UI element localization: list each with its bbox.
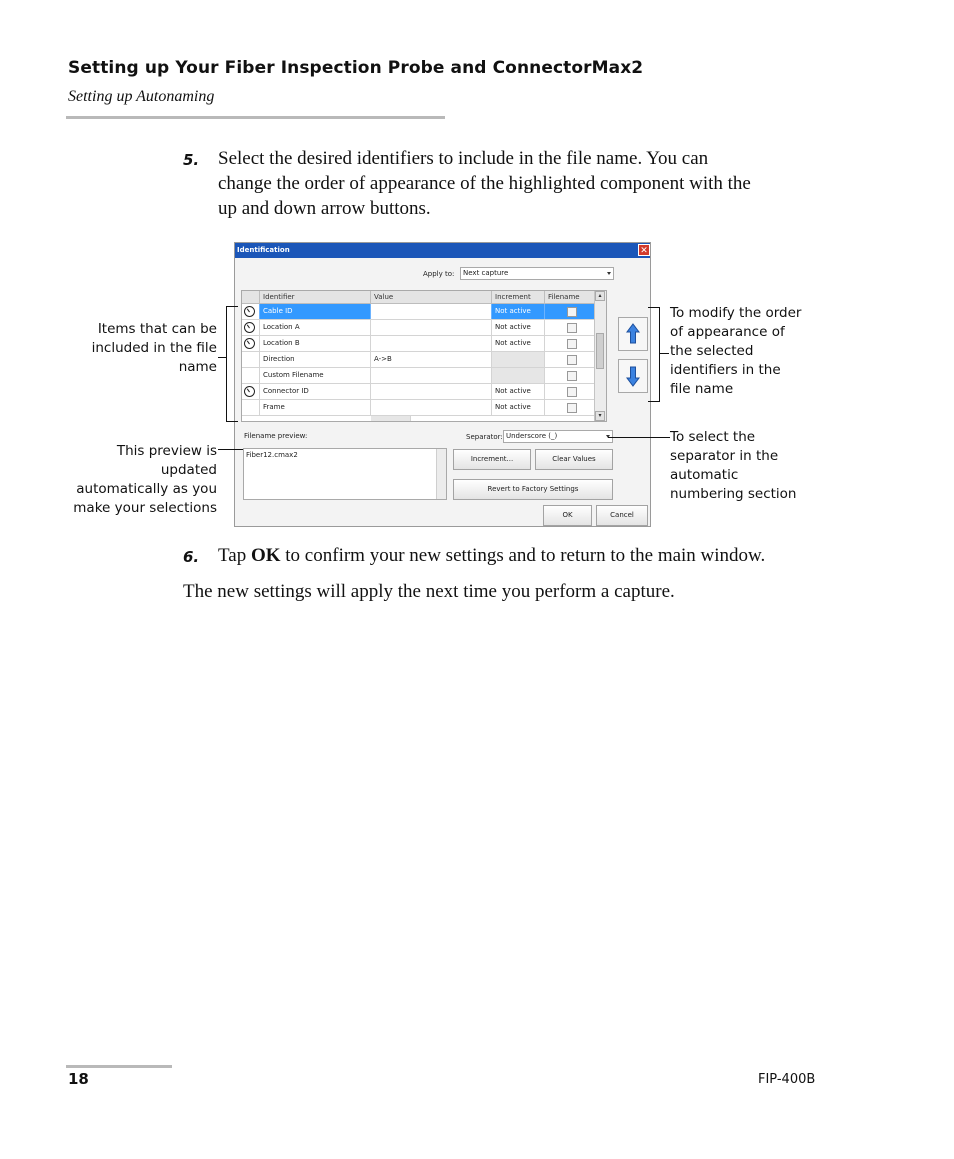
clear-values-button[interactable]: Clear Values — [535, 449, 613, 470]
filename-preview-value: Fiber12.cmax2 — [246, 451, 298, 459]
annotation-line: the selected — [670, 343, 754, 359]
section-title: Setting up Your Fiber Inspection Probe and ConnectorMax2 — [68, 58, 644, 78]
bracket-items-stem — [218, 357, 226, 358]
row-value[interactable] — [371, 400, 492, 415]
row-identifier: Direction — [260, 352, 371, 367]
step-5-line: up and down arrow buttons. — [218, 198, 431, 219]
row-identifier: Location B — [260, 336, 371, 351]
table-row[interactable] — [242, 400, 606, 416]
filename-preview-box — [243, 448, 447, 500]
row-value[interactable] — [371, 336, 492, 351]
header-divider — [66, 116, 445, 119]
annotation-line: updated — [160, 462, 217, 478]
apply-to-select[interactable] — [460, 267, 614, 280]
column-header-value: Value — [371, 291, 492, 303]
annotation-line: of appearance of — [670, 324, 785, 340]
cancel-button[interactable]: Cancel — [596, 505, 648, 526]
row-value[interactable] — [371, 304, 492, 319]
step-6-suffix: to confirm your new settings and to return to the main window. — [280, 545, 766, 566]
table-row[interactable] — [242, 336, 606, 352]
filename-checkbox[interactable] — [567, 387, 577, 397]
table-row[interactable] — [242, 384, 606, 400]
annotation-line: automatically as you — [76, 481, 217, 497]
annotation-line: file name — [670, 381, 734, 397]
column-header-filename: Filename — [545, 291, 596, 303]
annotation-line: identifiers in the — [670, 362, 781, 378]
apply-to-value: Next capture — [463, 269, 509, 277]
identifier-table — [241, 290, 607, 422]
row-increment — [492, 352, 545, 367]
filename-checkbox[interactable] — [567, 403, 577, 413]
filename-checkbox[interactable] — [567, 307, 577, 317]
row-identifier: Custom Filename — [260, 368, 371, 383]
closing-paragraph: The new settings will apply the next time you perform a capture. — [183, 581, 675, 602]
step-6-ok: OK — [250, 545, 281, 566]
step-5-number: 5. — [183, 151, 200, 169]
identification-dialog — [234, 242, 651, 527]
preview-scrollbar[interactable] — [436, 449, 446, 499]
step-6-number: 6. — [183, 548, 200, 566]
separator-select[interactable] — [503, 430, 613, 443]
arrow-up-icon — [619, 318, 647, 350]
row-value[interactable]: A->B — [371, 352, 492, 367]
close-button[interactable]: ✕ — [638, 244, 650, 256]
annotation-line: numbering section — [670, 486, 797, 502]
annotation-separator — [670, 428, 840, 504]
step-5-line: Select the desired identifiers to include in the file name. You can — [218, 148, 709, 169]
column-header-identifier: Identifier — [260, 291, 371, 303]
bracket-order-top — [648, 307, 660, 308]
annotation-line: automatic — [670, 467, 739, 483]
table-scrollbar[interactable] — [594, 291, 606, 421]
section-subtitle: Setting up Autonaming — [68, 88, 215, 105]
annotation-line: included in the file — [91, 340, 217, 356]
document-id: FIP-400B — [758, 1072, 816, 1087]
order-icon — [244, 306, 255, 317]
row-identifier: Location A — [260, 320, 371, 335]
scrollbar-thumb[interactable] — [596, 333, 604, 369]
leader-preview — [218, 449, 243, 450]
row-increment: Not active — [492, 320, 545, 335]
page-number: 18 — [68, 1070, 89, 1088]
chevron-down-icon — [607, 272, 611, 275]
filename-checkbox[interactable] — [567, 371, 577, 381]
separator-label: Separator: — [466, 433, 503, 441]
annotation-line: separator in the — [670, 448, 779, 464]
bracket-items-bottom — [226, 421, 238, 422]
ok-button[interactable]: OK — [543, 505, 592, 526]
scroll-up-icon[interactable]: ▴ — [595, 291, 605, 301]
annotation-order — [670, 304, 840, 399]
annotation-line: This preview is — [116, 443, 217, 459]
filename-checkbox[interactable] — [567, 323, 577, 333]
annotation-line: make your selections — [73, 500, 217, 516]
bracket-items — [226, 306, 227, 422]
row-value[interactable] — [371, 384, 492, 399]
filename-checkbox[interactable] — [567, 339, 577, 349]
bracket-items-top — [226, 306, 238, 307]
table-header — [242, 291, 606, 304]
step-5-line: change the order of appearance of the highlighted component with the — [218, 173, 751, 194]
dialog-title: Identification — [235, 243, 650, 258]
scroll-down-icon[interactable]: ▾ — [595, 411, 605, 421]
apply-to-label: Apply to: — [423, 270, 455, 278]
column-header-increment: Increment — [492, 291, 545, 303]
row-increment: Not active — [492, 400, 545, 415]
bracket-order — [659, 307, 660, 402]
annotation-line: To select the — [670, 429, 756, 445]
table-row[interactable] — [242, 320, 606, 336]
increment-button[interactable]: Increment... — [453, 449, 531, 470]
table-row[interactable] — [242, 368, 606, 384]
bracket-order-bottom — [648, 401, 660, 402]
order-icon — [244, 386, 255, 397]
annotation-line: name — [178, 359, 217, 375]
filename-preview-label: Filename preview: — [244, 432, 308, 440]
annotation-line: Items that can be — [97, 321, 217, 337]
table-row-partial — [242, 416, 606, 422]
annotation-preview — [40, 442, 217, 518]
row-increment: Not active — [492, 384, 545, 399]
annotation-items — [40, 320, 217, 377]
row-increment: Not active — [492, 336, 545, 351]
order-icon — [244, 338, 255, 349]
table-row[interactable] — [242, 352, 606, 368]
footer-divider — [66, 1065, 172, 1068]
revert-factory-settings-button[interactable]: Revert to Factory Settings — [453, 479, 613, 500]
arrow-down-icon — [619, 360, 647, 392]
row-value[interactable] — [371, 368, 492, 383]
move-down-button[interactable] — [618, 359, 648, 393]
icon-column-header — [242, 291, 260, 303]
row-increment — [492, 368, 545, 383]
step-6-prefix: Tap — [218, 545, 251, 566]
table-row[interactable] — [242, 304, 606, 320]
leader-separator — [608, 437, 670, 438]
row-identifier: Connector ID — [260, 384, 371, 399]
bracket-order-stem — [659, 353, 669, 354]
row-identifier: Frame — [260, 400, 371, 415]
annotation-line: To modify the order — [670, 305, 802, 321]
step-6-text — [218, 543, 858, 568]
step-5-text — [218, 146, 838, 221]
move-up-button[interactable] — [618, 317, 648, 351]
row-value[interactable] — [371, 320, 492, 335]
separator-value: Underscore (_) — [506, 432, 558, 440]
order-icon — [244, 322, 255, 333]
row-identifier: Cable ID — [260, 304, 371, 319]
filename-checkbox[interactable] — [567, 355, 577, 365]
row-increment: Not active — [492, 304, 545, 319]
